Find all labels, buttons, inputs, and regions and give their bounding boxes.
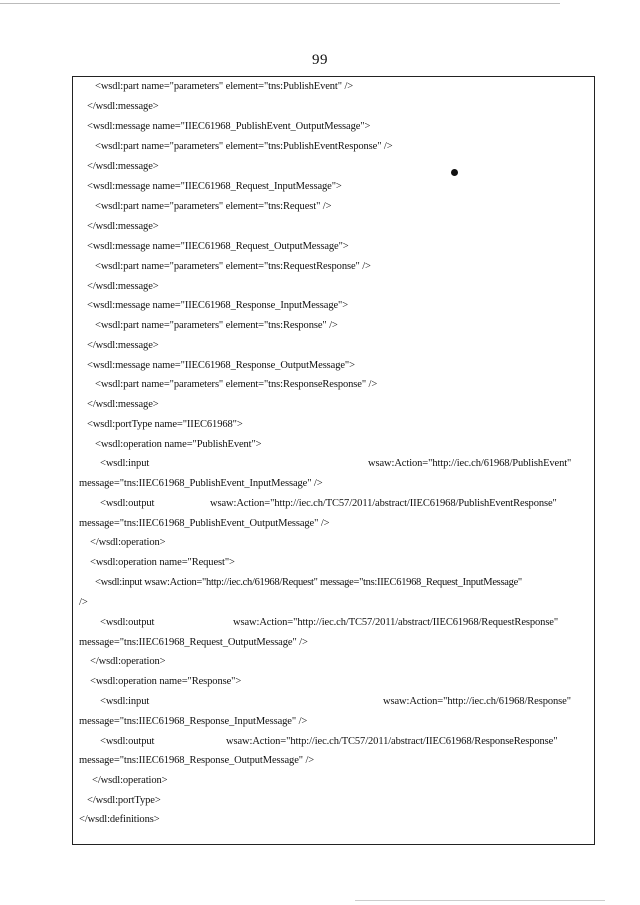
code-line: <wsdl:portType name="IIEC61968"> [87,419,243,430]
code-line: <wsdl:input wsaw:Action="http://iec.ch/61968/Request" message="tns:IIEC61968_Request_InputMessage" [95,577,522,588]
code-line: message="tns:IIEC61968_PublishEvent_OutputMessage" /> [79,518,330,529]
code-line: <wsdl:message name="IIEC61968_Request_OutputMessage"> [87,241,349,252]
top-rule [0,3,560,4]
code-line: </wsdl:operation> [90,537,166,548]
code-line: <wsdl:operation name="Response"> [90,676,242,687]
code-fragment: <wsdl:input [100,696,150,707]
code-fragment: <wsdl:output [100,498,155,509]
code-line: </wsdl:message> [87,221,159,232]
code-line: <wsdl:message name="IIEC61968_PublishEvent_OutputMessage"> [87,121,371,132]
code-fragment: wsaw:Action="http://iec.ch/61968/PublishEvent" [368,458,572,469]
code-fragment: wsaw:Action="http://iec.ch/TC57/2011/abstract/IIEC61968/RequestResponse" [233,617,559,628]
code-line: <wsdl:part name="parameters" element="tns:Request" /> [95,201,332,212]
code-line: <wsdl:part name="parameters" element="tns:ResponseResponse" /> [95,379,378,390]
code-line: </wsdl:message> [87,101,159,112]
code-line: <wsdl:part name="parameters" element="tns:PublishEventResponse" /> [95,141,393,152]
code-line: message="tns:IIEC61968_Request_OutputMessage" /> [79,637,308,648]
code-line: <wsdl:part name="parameters" element="tns:PublishEvent" /> [95,81,354,92]
code-fragment: <wsdl:input [100,458,150,469]
code-fragment: wsaw:Action="http://iec.ch/TC57/2011/abstract/IIEC61968/PublishEventResponse" [210,498,557,509]
code-line: <wsdl:message name="IIEC61968_Response_OutputMessage"> [87,360,355,371]
code-fragment: wsaw:Action="http://iec.ch/61968/Response" [383,696,571,707]
code-line: message="tns:IIEC61968_PublishEvent_InputMessage" /> [79,478,323,489]
code-line: /> [79,597,88,608]
code-line: </wsdl:message> [87,161,159,172]
code-line: <wsdl:part name="parameters" element="tns:Response" /> [95,320,338,331]
code-fragment: wsaw:Action="http://iec.ch/TC57/2011/abstract/IIEC61968/ResponseResponse" [226,736,558,747]
code-line: </wsdl:operation> [90,656,166,667]
page-number: 99 [312,52,328,68]
code-line: </wsdl:definitions> [79,814,160,825]
code-line: </wsdl:portType> [87,795,161,806]
code-line: <wsdl:part name="parameters" element="tns:RequestResponse" /> [95,261,371,272]
code-line: message="tns:IIEC61968_Response_InputMessage" /> [79,716,308,727]
code-fragment: <wsdl:output [100,736,155,747]
code-line: <wsdl:operation name="Request"> [90,557,235,568]
code-line: </wsdl:message> [87,399,159,410]
code-line: </wsdl:message> [87,281,159,292]
code-fragment: <wsdl:output [100,617,155,628]
code-line: message="tns:IIEC61968_Response_OutputMessage" /> [79,755,315,766]
bottom-rule [355,900,605,901]
code-line: <wsdl:operation name="PublishEvent"> [95,439,262,450]
code-line: </wsdl:operation> [92,775,168,786]
code-line: </wsdl:message> [87,340,159,351]
code-line: <wsdl:message name="IIEC61968_Response_InputMessage"> [87,300,349,311]
code-line: <wsdl:message name="IIEC61968_Request_InputMessage"> [87,181,342,192]
